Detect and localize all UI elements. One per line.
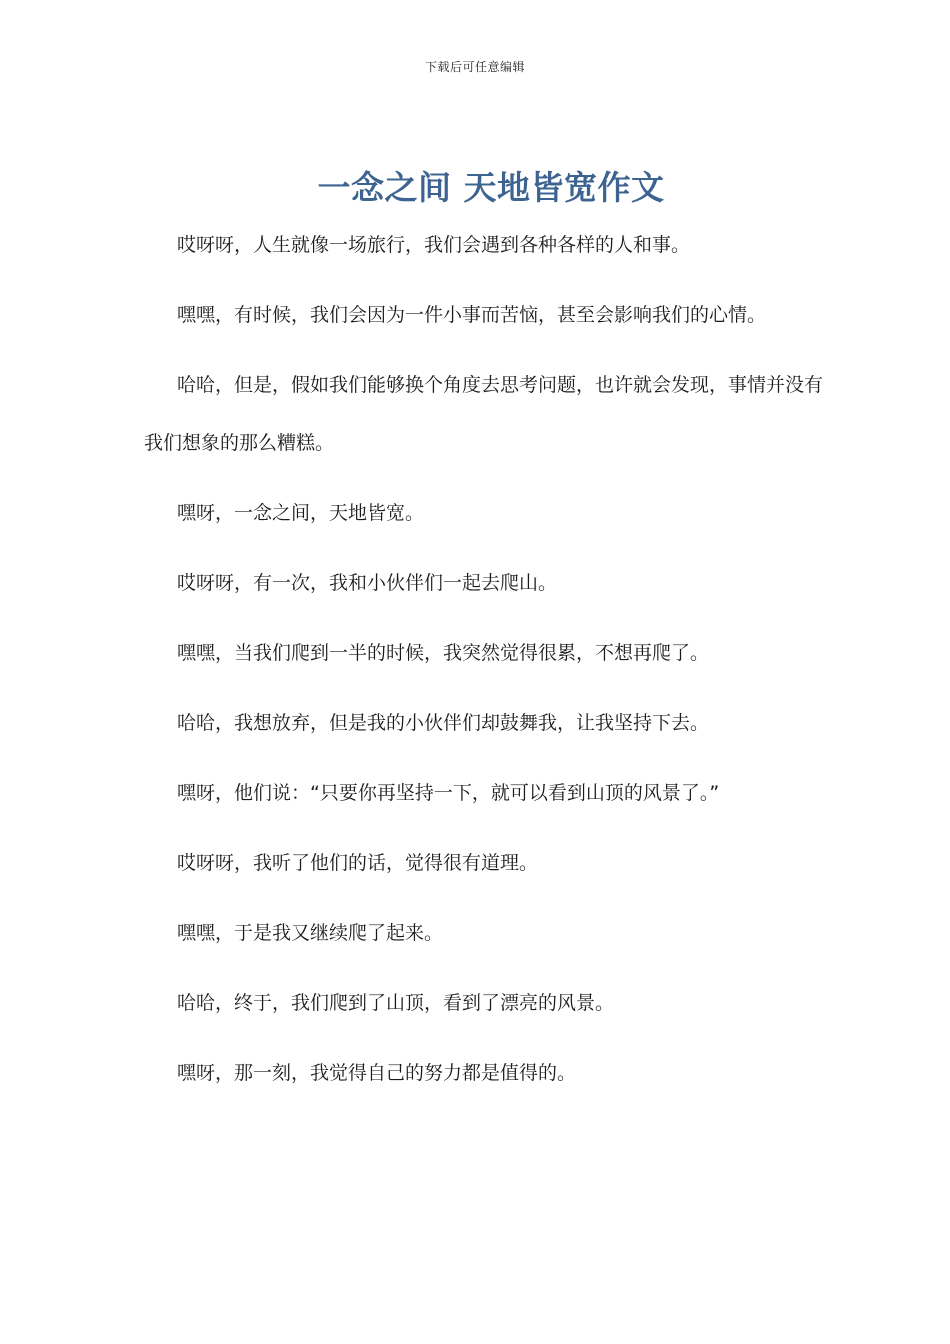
paragraph-3: 哈哈，但是，假如我们能够换个角度去思考问题，也许就会发现，事情并没有我们想象的那么糟糕。 (144, 374, 824, 454)
paragraph-2: 嘿嘿，有时候，我们会因为一件小事而苦恼，甚至会影响我们的心情。 (177, 304, 767, 326)
paragraph-4: 嘿呀，一念之间，天地皆宽。 (177, 502, 425, 524)
paragraph-6: 嘿嘿，当我们爬到一半的时候，我突然觉得很累，不想再爬了。 (177, 642, 710, 664)
document-body (144, 228, 824, 1126)
paragraph-9: 哎呀呀，我听了他们的话，觉得很有道理。 (177, 852, 539, 874)
header-note: 下载后可任意编辑 (424, 60, 525, 74)
document-title: 一念之间 天地皆宽作文 (317, 168, 665, 207)
paragraph-1: 哎呀呀，人生就像一场旅行，我们会遇到各种各样的人和事。 (177, 234, 691, 256)
paragraph-5: 哎呀呀，有一次，我和小伙伴们一起去爬山。 (177, 572, 558, 594)
paragraph-7: 哈哈，我想放弃，但是我的小伙伴们却鼓舞我，让我坚持下去。 (177, 712, 710, 734)
paragraph-8: 嘿呀，他们说：“只要你再坚持一下，就可以看到山顶的风景了。” (177, 782, 720, 804)
paragraph-11: 哈哈，终于，我们爬到了山顶，看到了漂亮的风景。 (177, 992, 615, 1014)
paragraph-12: 嘿呀，那一刻，我觉得自己的努力都是值得的。 (177, 1062, 577, 1084)
paragraph-10: 嘿嘿，于是我又继续爬了起来。 (177, 922, 444, 944)
